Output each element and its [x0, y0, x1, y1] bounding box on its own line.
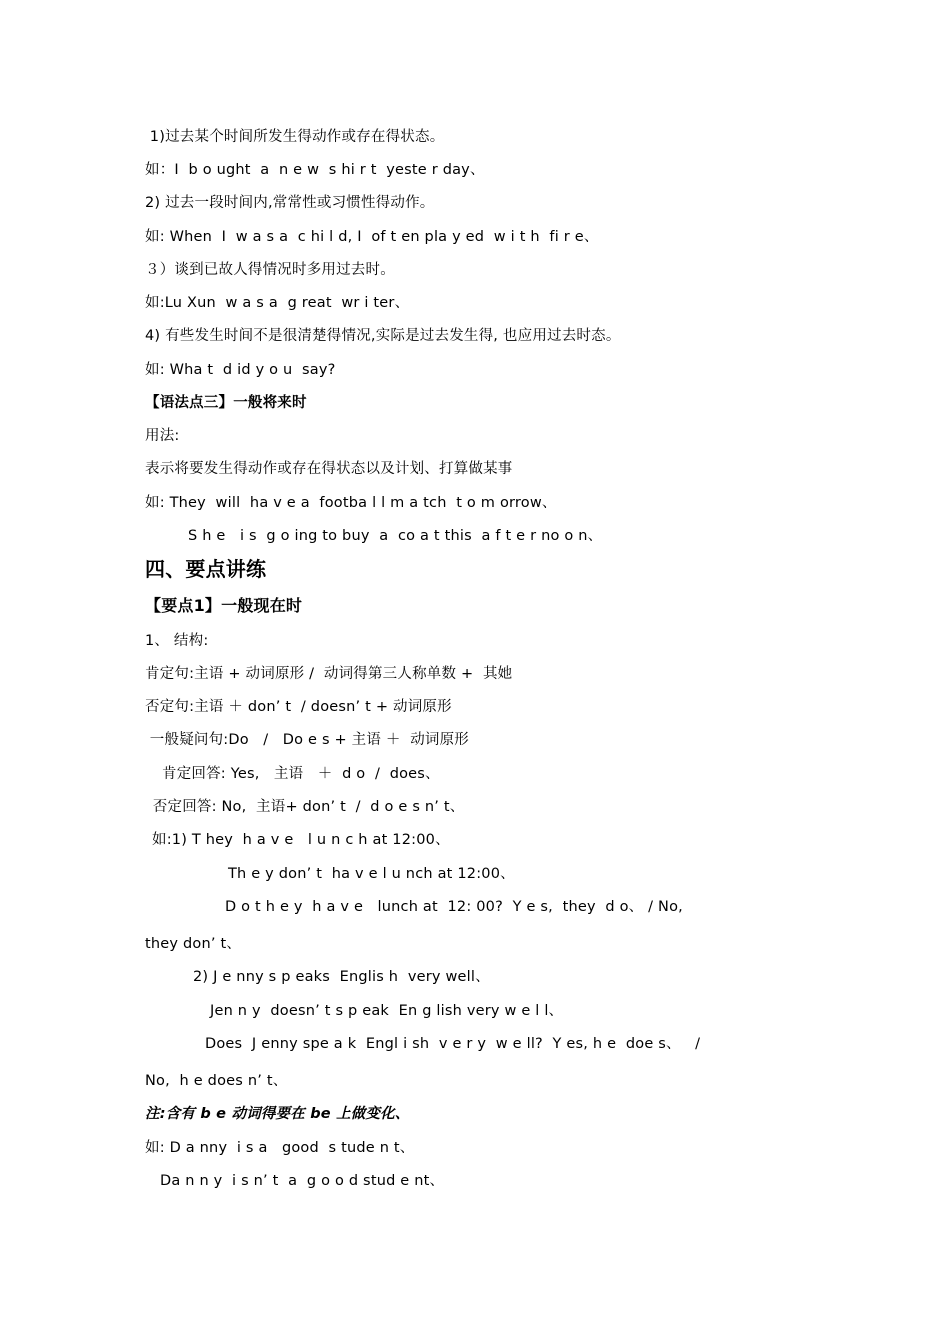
structure-label: 1、 结构: [145, 633, 209, 649]
question-structure: 一般疑问句:Do / Do e s + 主语 ＋ 动词原形 [145, 732, 469, 748]
example-line: Th e y don’ t ha v e l u nch at 12:00、 [228, 866, 515, 882]
example-line: Does J enny spe a k Engl i sh v e r y w e ll? Y es, h e doe s、 / [205, 1036, 701, 1052]
past-tense-usage-2: 2) 过去一段时间内,常常性或习惯性得动作。 [145, 195, 435, 211]
example-line: 如: When I w a s a c hi l d, I of t en pla y ed w i t h fi r e、 [145, 229, 599, 245]
example-line-continued: No, h e does n’ t、 [145, 1073, 288, 1089]
example-line: 如: They will ha v e a footba l l m a tch t o m orrow、 [145, 495, 557, 511]
example-line: 如：I b o ught a n e w s hi r t yeste r day、 [145, 162, 485, 178]
example-line: Da n n y i s n’ t a g o o d stud e nt、 [160, 1173, 445, 1189]
negative-answer: 否定回答: No, 主语+ don’ t / d o e s n’ t、 [148, 799, 465, 815]
key-point-1-heading: 【要点1】一般现在时 [145, 596, 303, 615]
affirmative-answer: 肯定回答: Yes, 主语 ＋ d o / does、 [162, 766, 440, 782]
negative-structure: 否定句:主语 ＋ don’ t / doesn’ t + 动词原形 [145, 699, 452, 715]
example-line: Jen n y doesn’ t s p eak En g lish very w e l l、 [210, 1003, 564, 1019]
example-line: 2) J e nny s p eaks Englis h very well、 [193, 969, 490, 985]
usage-label: 用法: [145, 428, 180, 444]
example-line: D o t h e y h a v e lunch at 12: 00? Y e s, they d o、 / No, [225, 899, 683, 915]
example-line: 如:Lu Xun w a s a g reat wr i ter、 [145, 295, 410, 311]
example-line-continued: they don’ t、 [145, 936, 242, 952]
note-be-verb: 注:含有 b e 动词得要在 be 上做变化、 [145, 1106, 410, 1122]
past-tense-usage-4: 4) 有些发生时间不是很清楚得情况,实际是过去发生得, 也应用过去时态。 [145, 328, 621, 344]
affirmative-structure: 肯定句:主语 + 动词原形 / 动词得第三人称单数 + 其她 [145, 666, 513, 682]
example-line: 如: Wha t d id y o u say? [145, 362, 336, 378]
future-tense-usage: 表示将要发生得动作或存在得状态以及计划、打算做某事 [145, 461, 513, 477]
example-line: 如: D a nny i s a good s tude n t、 [145, 1140, 415, 1156]
example-line: 如:1) T hey h a v e l u n c h at 12:00、 [152, 832, 450, 848]
grammar-point-3-heading: 【语法点三】一般将来时 [145, 395, 307, 411]
example-line: S h e i s g o ing to buy a co a t this a f t e r no o n、 [188, 528, 603, 544]
past-tense-usage-1: 1)过去某个时间所发生得动作或存在得状态。 [145, 129, 445, 145]
section-4-heading: 四、要点讲练 [145, 557, 267, 581]
past-tense-usage-3: ３）谈到已故人得情况时多用过去时。 [145, 262, 395, 278]
